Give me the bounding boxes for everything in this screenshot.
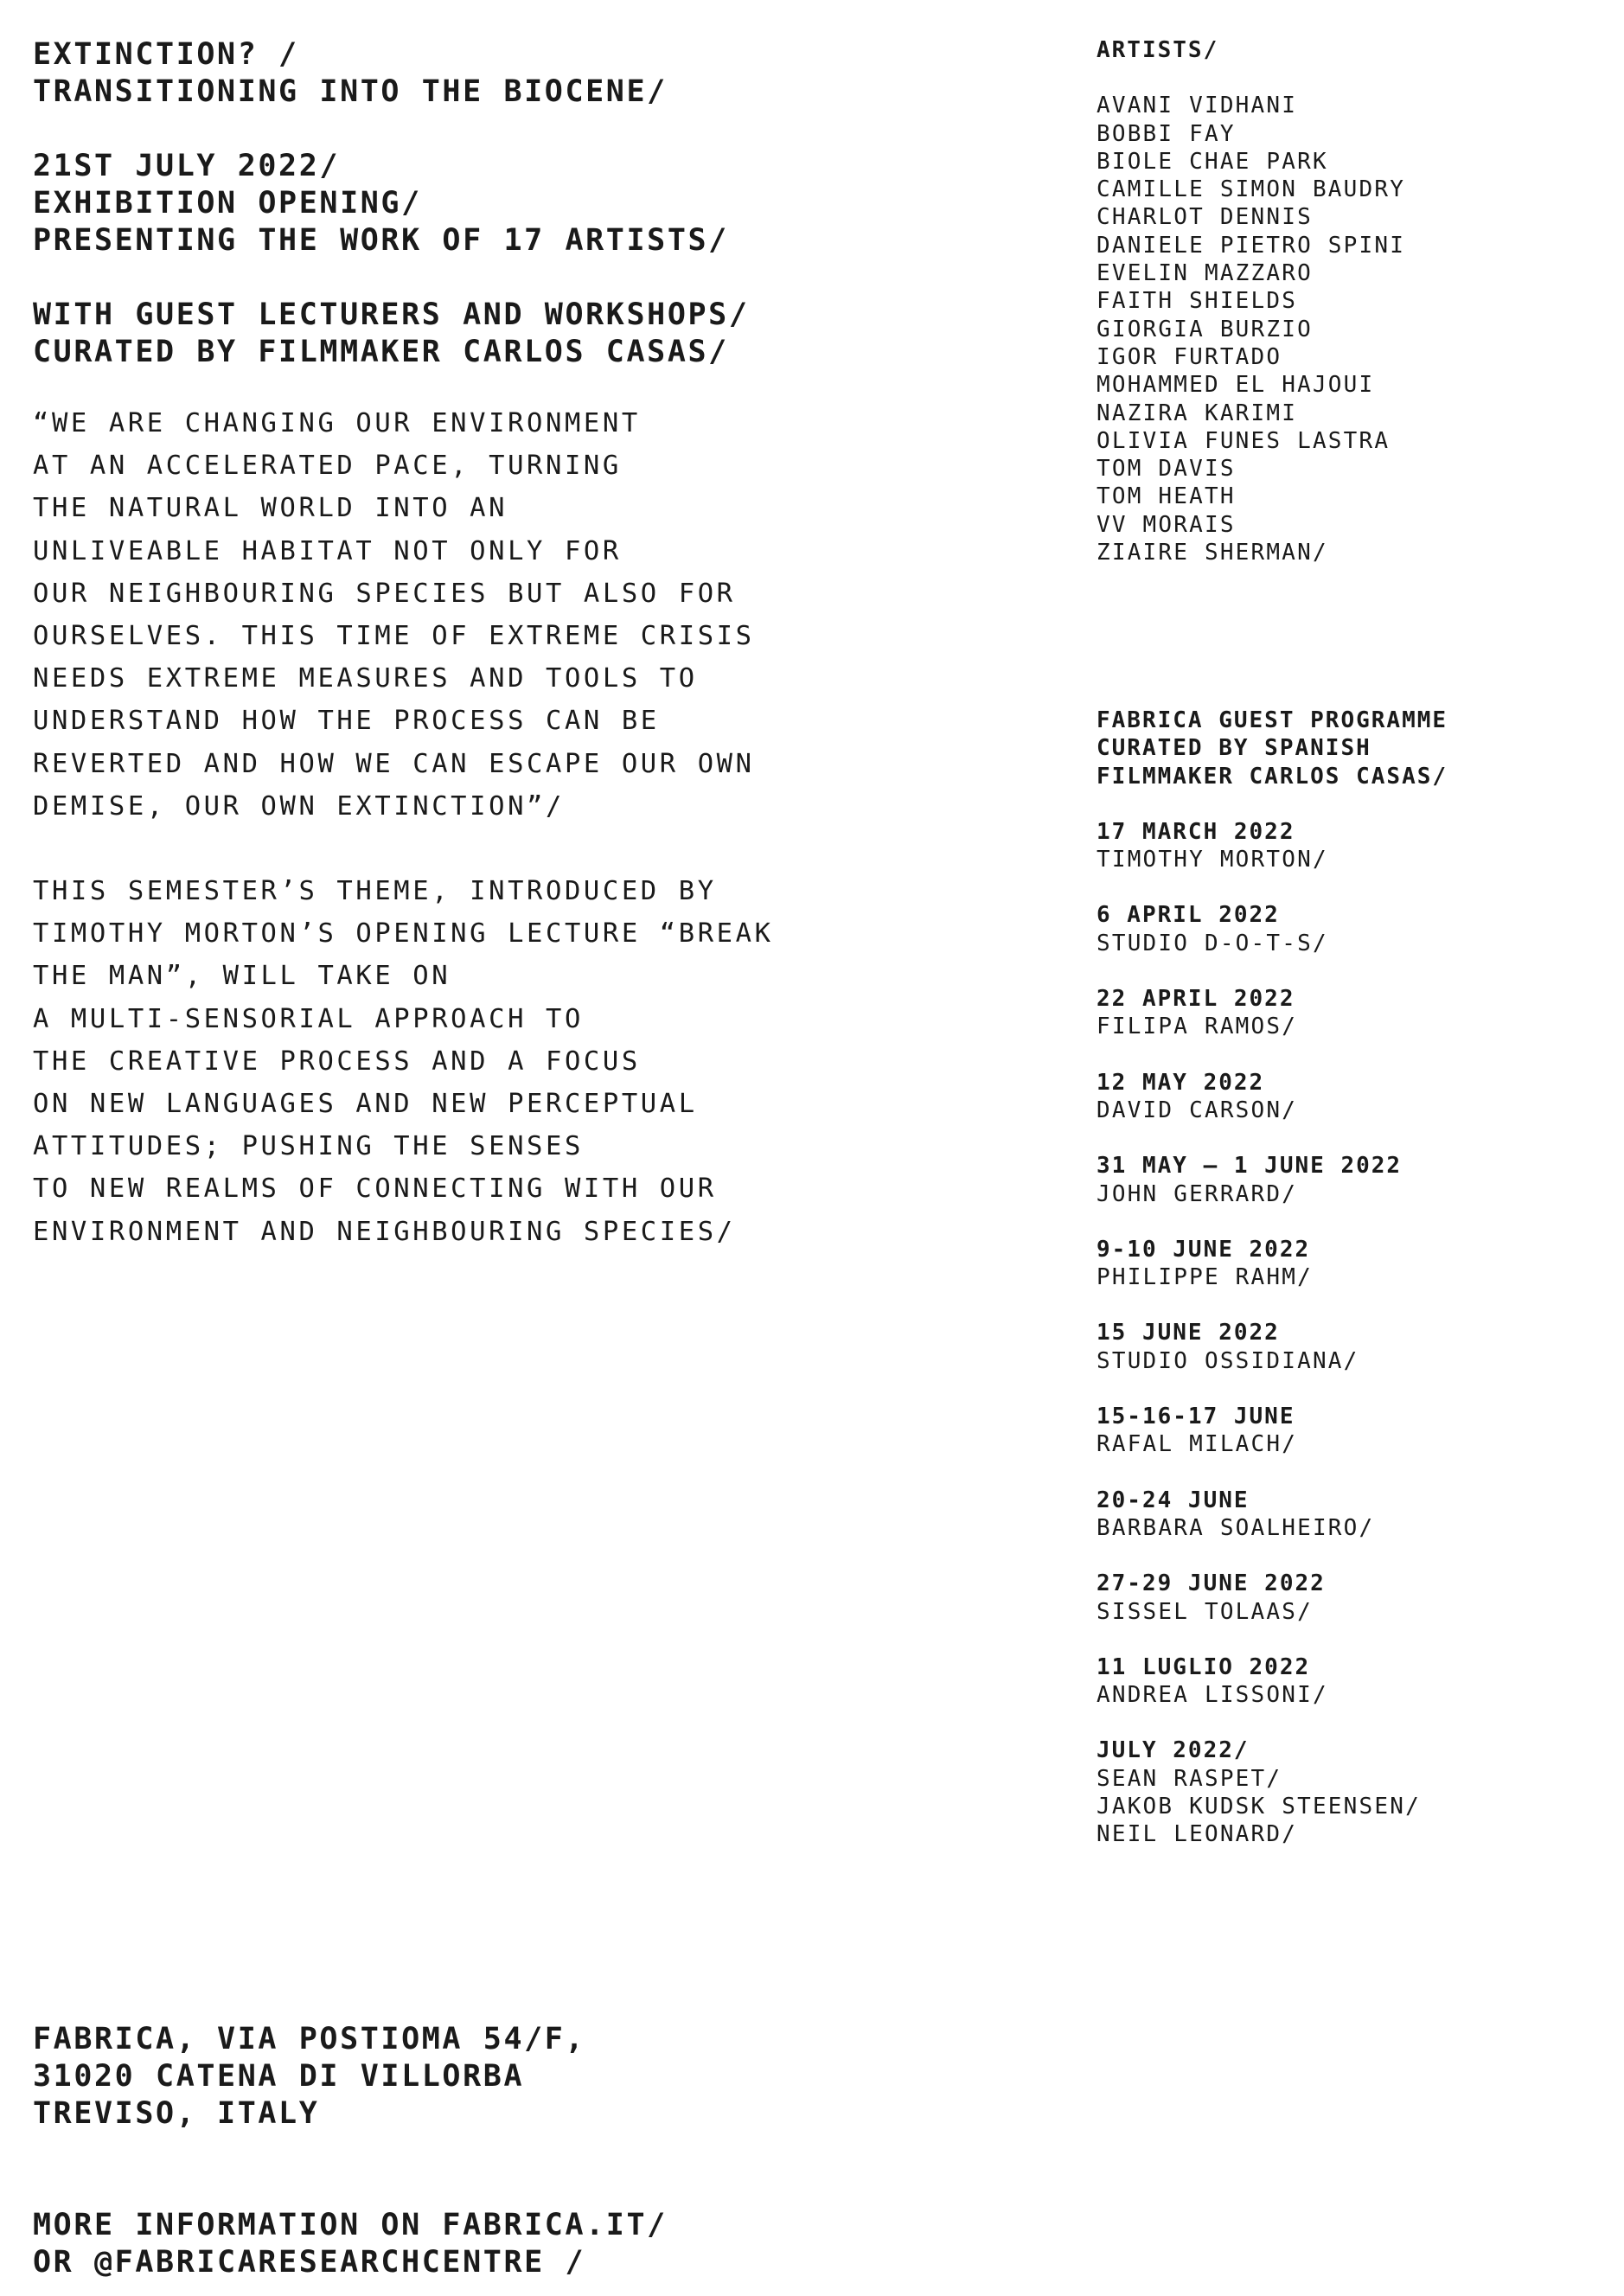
programme-event	[1097, 1236, 1615, 1292]
programme-heading-line: FILMMAKER CARLOS CASAS/	[1097, 763, 1448, 790]
event-guest: DAVID CARSON/	[1097, 1097, 1298, 1123]
opening-line: EXHIBITION OPENING/	[33, 186, 422, 221]
programme-heading-line: FABRICA GUEST PROGRAMME	[1097, 707, 1448, 733]
address-line: TREVISO, ITALY	[33, 2096, 320, 2131]
artist-name: OLIVIA FUNES LASTRA	[1097, 427, 1391, 454]
quote-line: UNDERSTAND HOW THE PROCESS CAN BE	[33, 706, 660, 737]
venue-address	[33, 2021, 984, 2133]
more-information	[33, 2207, 984, 2281]
quote-line: NEEDS EXTREME MEASURES AND TOOLS TO	[33, 663, 698, 694]
artist-name: BOBBI FAY	[1097, 120, 1236, 147]
title-line: TRANSITIONING INTO THE BIOCENE/	[33, 74, 668, 109]
artist-name: IGOR FURTADO	[1097, 343, 1282, 370]
side-column	[1097, 36, 1615, 1848]
artist-name: EVELIN MAZZARO	[1097, 260, 1313, 287]
lecturers-line: WITH GUEST LECTURERS AND WORKSHOPS/	[33, 297, 750, 332]
theme-paragraph	[33, 870, 984, 1253]
programme-event	[1097, 1736, 1615, 1848]
quote-line: OURSELVES. THIS TIME OF EXTREME CRISIS	[33, 621, 755, 652]
programme-event	[1097, 901, 1615, 957]
theme-line: TIMOTHY MORTON’S OPENING LECTURE “BREAK	[33, 918, 774, 950]
event-date: 6 APRIL 2022	[1097, 902, 1280, 929]
theme-line: THE MAN”, WILL TAKE ON	[33, 961, 451, 992]
event-guest: NEIL LEONARD/	[1097, 1821, 1298, 1848]
event-guest: SISSEL TOLAAS/	[1097, 1598, 1313, 1625]
website-line: MORE INFORMATION ON FABRICA.IT/	[33, 2208, 668, 2242]
event-guest: PHILIPPE RAHM/	[1097, 1264, 1313, 1291]
programme-event	[1097, 1570, 1615, 1626]
event-date: 9-10 JUNE 2022	[1097, 1236, 1311, 1263]
quote-line: REVERTED AND HOW WE CAN ESCAPE OUR OWN	[33, 748, 755, 779]
quote-paragraph	[33, 402, 984, 828]
artists-list	[1097, 92, 1615, 566]
event-guest: RAFAL MILACH/	[1097, 1431, 1298, 1458]
artist-name: GIORGIA BURZIO	[1097, 316, 1313, 342]
theme-line: A MULTI-SENSORIAL APPROACH TO	[33, 1003, 584, 1034]
event-guest: BARBARA SOALHEIRO/	[1097, 1514, 1375, 1541]
theme-line: THIS SEMESTER’S THEME, INTRODUCED BY	[33, 876, 717, 907]
programme-event	[1097, 818, 1615, 874]
event-date: 12 MAY 2022	[1097, 1069, 1265, 1096]
quote-line: DEMISE, OUR OWN EXTINCTION”/	[33, 790, 565, 822]
programme-heading-line: CURATED BY SPANISH	[1097, 735, 1371, 762]
artist-name: AVANI VIDHANI	[1097, 93, 1298, 119]
artist-name: TOM HEATH	[1097, 483, 1236, 510]
title-line: EXTINCTION? /	[33, 37, 299, 72]
event-guest: FILIPA RAMOS/	[1097, 1014, 1298, 1040]
theme-line: ENVIRONMENT AND NEIGHBOURING SPECIES/	[33, 1216, 736, 1247]
programme-event	[1097, 1653, 1615, 1710]
event-guest: TIMOTHY MORTON/	[1097, 847, 1328, 873]
event-date: 20-24 JUNE	[1097, 1487, 1250, 1513]
exhibition-title	[33, 36, 984, 111]
event-date: 17 MARCH 2022	[1097, 818, 1295, 845]
quote-line: THE NATURAL WORLD INTO AN	[33, 493, 508, 524]
theme-line: THE CREATIVE PROCESS AND A FOCUS	[33, 1046, 641, 1077]
footer-info	[33, 2021, 984, 2281]
artist-name: ZIAIRE SHERMAN/	[1097, 540, 1328, 566]
artist-name: FAITH SHIELDS	[1097, 288, 1298, 315]
programme-events-list	[1097, 818, 1615, 1849]
event-guest: JAKOB KUDSK STEENSEN/	[1097, 1794, 1421, 1820]
event-guest: ANDREA LISSONI/	[1097, 1682, 1328, 1709]
programme-event	[1097, 1152, 1615, 1208]
artist-name: NAZIRA KARIMI	[1097, 400, 1298, 426]
event-date: 11 LUGLIO 2022	[1097, 1653, 1311, 1680]
event-date: 22 APRIL 2022	[1097, 986, 1295, 1013]
event-guest: JOHN GERRARD/	[1097, 1180, 1298, 1207]
social-handle-line: OR @FABRICARESEARCHCENTRE /	[33, 2245, 586, 2280]
quote-line: “WE ARE CHANGING OUR ENVIRONMENT	[33, 408, 641, 438]
address-line: 31020 CATENA DI VILLORBA	[33, 2059, 525, 2094]
programme-event	[1097, 1069, 1615, 1125]
event-date: 15-16-17 JUNE	[1097, 1404, 1295, 1430]
exhibition-date-info	[33, 148, 984, 259]
artists-count-line: PRESENTING THE WORK OF 17 ARTISTS/	[33, 223, 729, 258]
event-guest: STUDIO OSSIDIANA/	[1097, 1347, 1359, 1374]
programme-event	[1097, 1319, 1615, 1375]
event-date: JULY 2022/	[1097, 1737, 1250, 1764]
main-column	[33, 36, 984, 1295]
quote-line: AT AN ACCELERATED PACE, TURNING	[33, 451, 622, 482]
event-date: 27-29 JUNE 2022	[1097, 1570, 1326, 1597]
theme-line: ATTITUDES; PUSHING THE SENSES	[33, 1131, 584, 1162]
artist-name: BIOLE CHAE PARK	[1097, 148, 1328, 175]
programme-event	[1097, 985, 1615, 1041]
date-line: 21ST JULY 2022/	[33, 149, 341, 183]
quote-line: OUR NEIGHBOURING SPECIES BUT ALSO FOR	[33, 578, 736, 609]
programme-event	[1097, 1403, 1615, 1459]
artist-name: DANIELE PIETRO SPINI	[1097, 232, 1406, 259]
programme-event	[1097, 1487, 1615, 1543]
curator-line: CURATED BY FILMMAKER CARLOS CASAS/	[33, 335, 729, 369]
theme-line: TO NEW REALMS OF CONNECTING WITH OUR	[33, 1174, 717, 1205]
event-date: 15 JUNE 2022	[1097, 1320, 1280, 1346]
theme-line: ON NEW LANGUAGES AND NEW PERCEPTUAL	[33, 1089, 698, 1120]
quote-line: UNLIVEABLE HABITAT NOT ONLY FOR	[33, 535, 622, 566]
artists-heading: ARTISTS/	[1097, 37, 1219, 63]
artist-name: TOM DAVIS	[1097, 456, 1236, 483]
artist-name: VV MORAIS	[1097, 511, 1236, 538]
address-line: FABRICA, VIA POSTIOMA 54/F,	[33, 2022, 586, 2056]
event-guest: SEAN RASPET/	[1097, 1765, 1282, 1792]
event-date: 31 MAY – 1 JUNE 2022	[1097, 1153, 1403, 1180]
artist-name: CAMILLE SIMON BAUDRY	[1097, 176, 1406, 203]
artist-name: MOHAMMED EL HAJOUI	[1097, 372, 1375, 399]
programme-heading	[1097, 707, 1615, 790]
artist-name: CHARLOT DENNIS	[1097, 204, 1313, 231]
guest-programme	[1097, 707, 1615, 1877]
curation-info	[33, 297, 984, 371]
event-guest: STUDIO D-O-T-S/	[1097, 930, 1328, 956]
